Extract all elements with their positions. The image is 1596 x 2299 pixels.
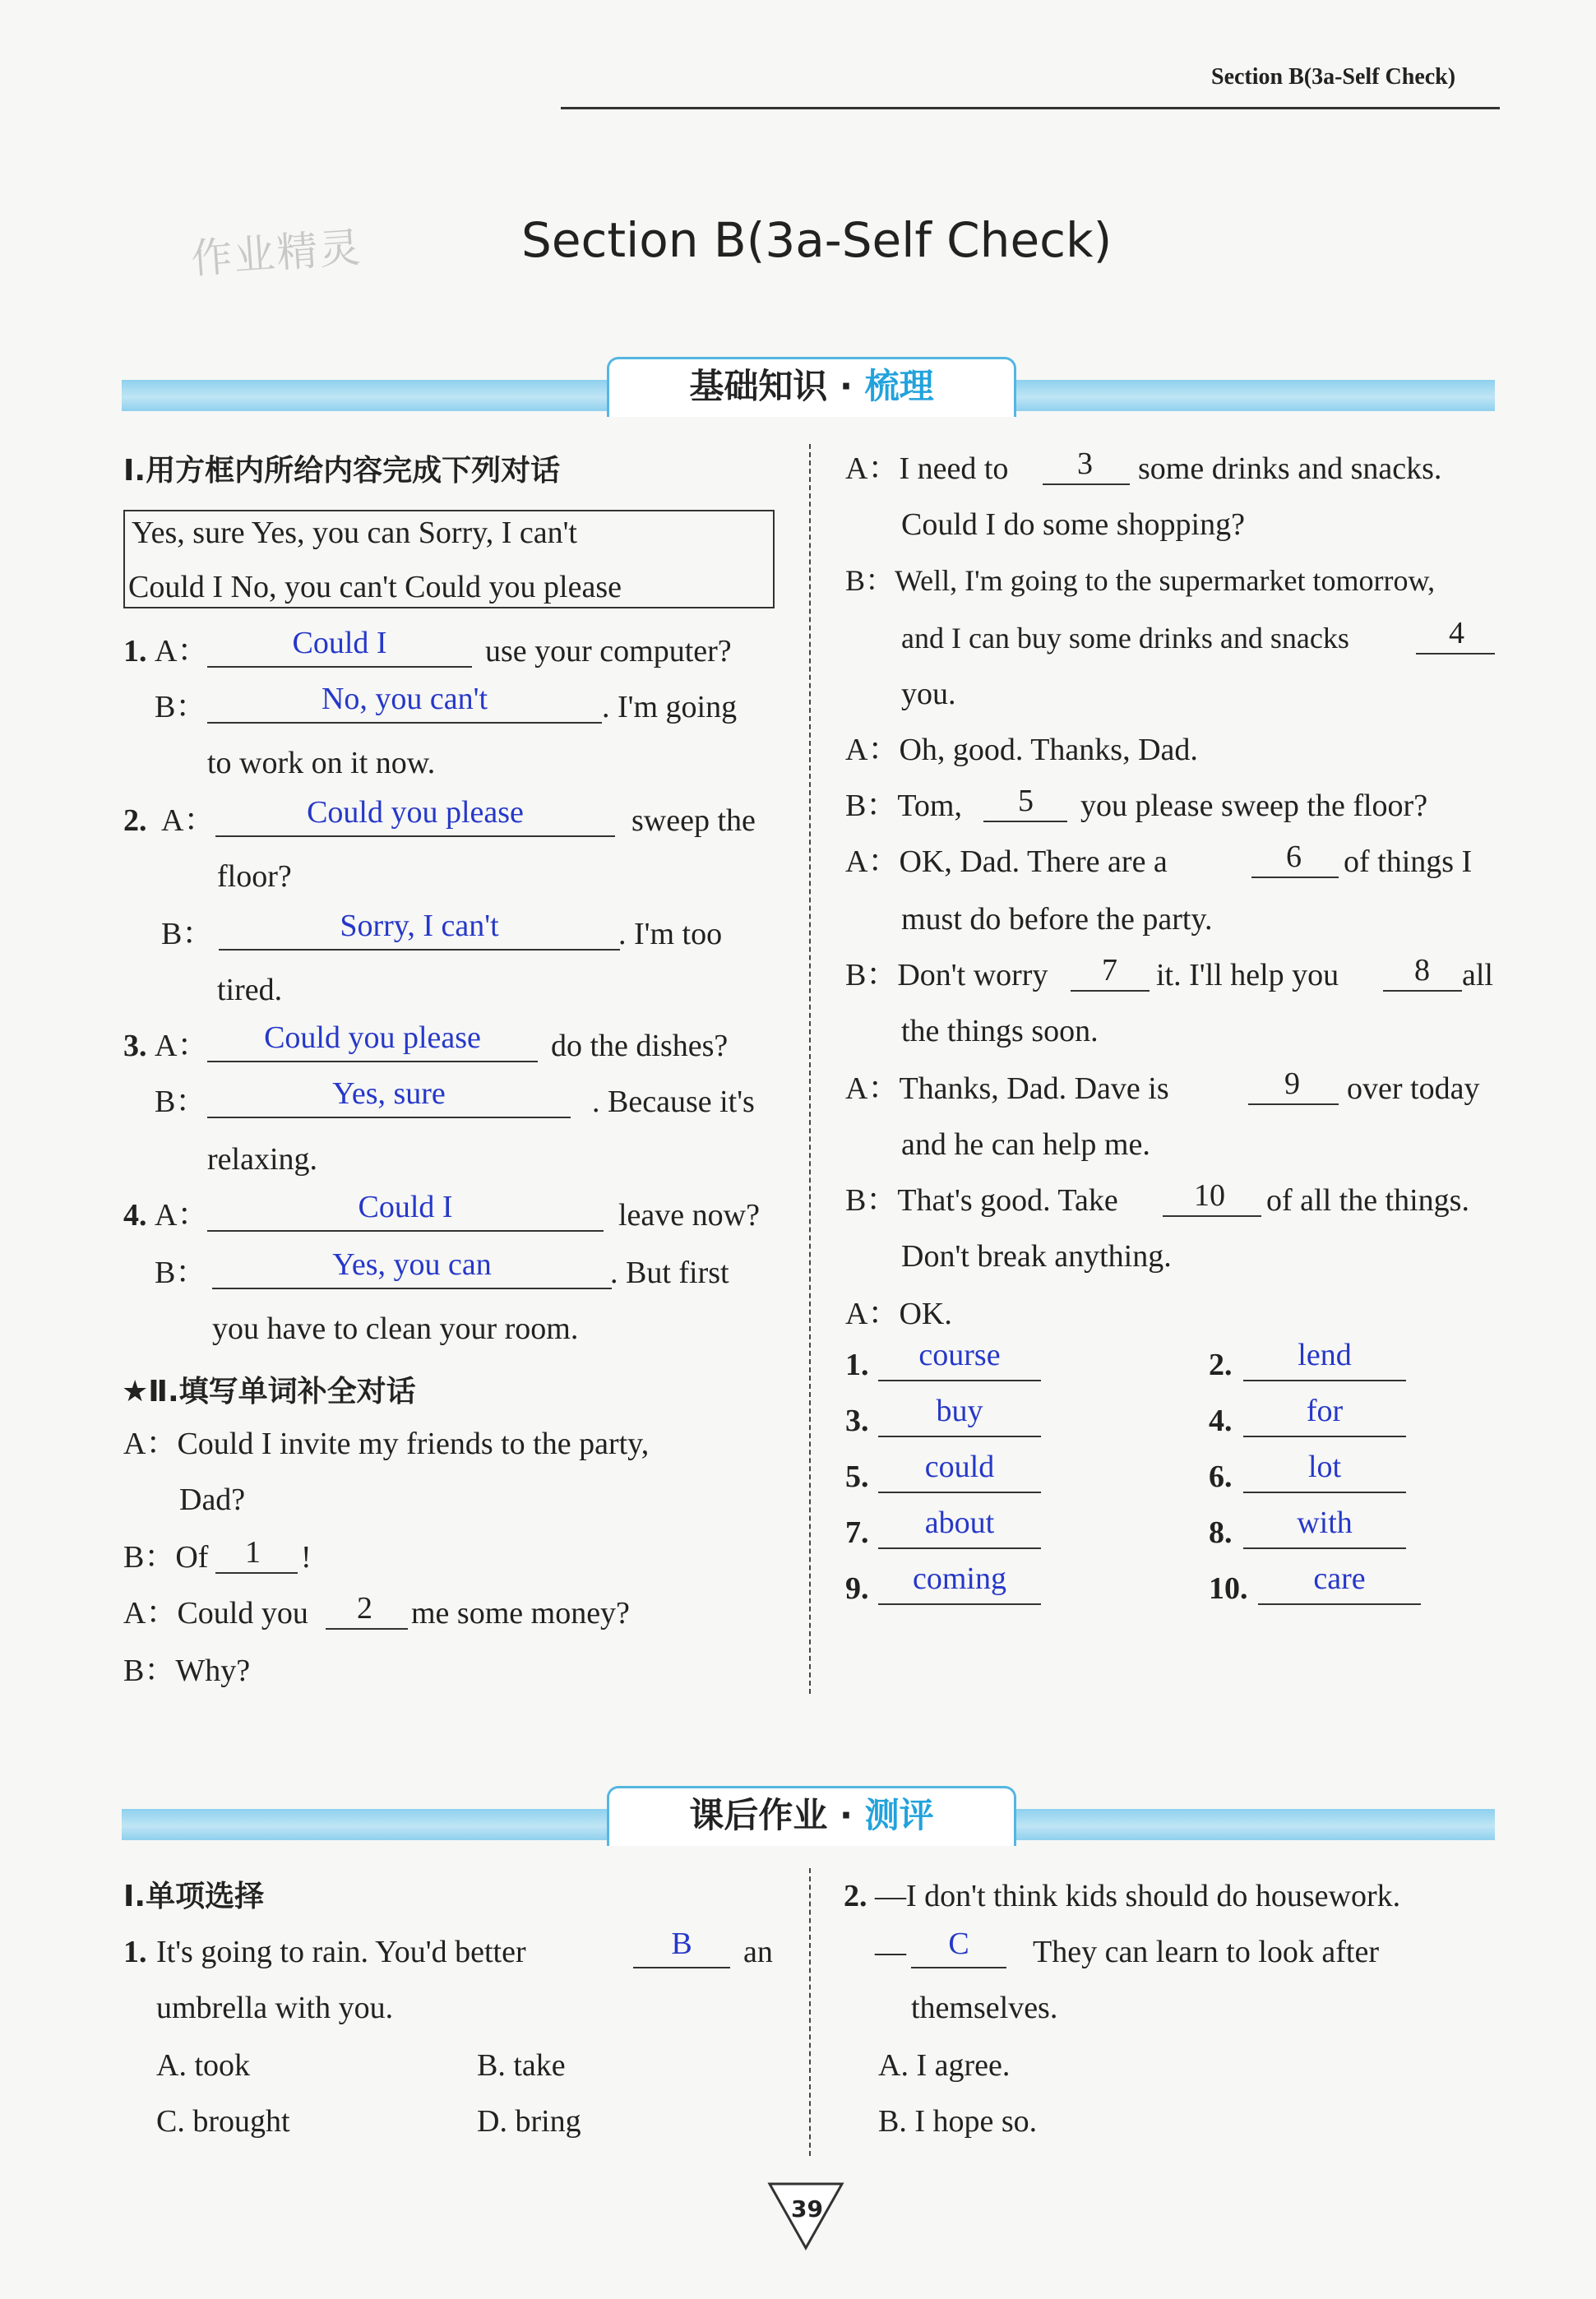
answer-blank <box>1243 1380 1406 1381</box>
answer-blank <box>1243 1492 1406 1493</box>
answer-number: 1. <box>845 1348 869 1382</box>
q4-a-label: A： <box>155 1198 209 1233</box>
q1-b-cont: to work on it now. <box>207 746 436 780</box>
q2-b-answer: Sorry, I can't <box>340 909 499 943</box>
dialog-r13: and he can help me. <box>901 1127 1150 1162</box>
word-box-row2: Could I No, you can't Could you please <box>128 570 622 604</box>
dialog-r2: Could I do some shopping? <box>901 507 1245 542</box>
section-tab-basics <box>607 357 1016 417</box>
q3-number: 3. <box>123 1029 147 1063</box>
q3-b-cont: relaxing. <box>207 1142 318 1177</box>
dialog-r15: Don't break anything. <box>901 1239 1172 1274</box>
q4-b-blank <box>212 1288 612 1289</box>
blank-10-number: 10 <box>1194 1178 1225 1213</box>
q1-a-after: use your computer? <box>485 634 732 668</box>
answer-text: care <box>1313 1561 1366 1596</box>
q4-a-blank <box>207 1230 604 1232</box>
dialog-r8-b: of things I <box>1344 844 1473 879</box>
answer-blank <box>1243 1436 1406 1437</box>
q1-b-label: B： <box>155 690 207 724</box>
dialog-line-3-b: me some money? <box>411 1596 630 1631</box>
q3-a-blank <box>207 1061 538 1062</box>
q1-number: 1. <box>123 634 147 668</box>
dialog-r1-a: A：I need to <box>845 451 1009 486</box>
blank-6-number: 6 <box>1286 840 1302 874</box>
answer-text: coming <box>913 1561 1006 1596</box>
answer-number: 8. <box>1209 1515 1233 1550</box>
q2-b-cont: tired. <box>217 973 283 1007</box>
q4-a-after: leave now? <box>618 1198 760 1233</box>
dialog-r1-b: some drinks and snacks. <box>1138 451 1442 486</box>
q2-b-label: B： <box>161 917 214 951</box>
answer-blank <box>878 1380 1041 1381</box>
q2-a-after: sweep the <box>631 803 756 838</box>
hw-q1-option-b: B. take <box>477 2048 566 2083</box>
hw-q1-answer: B <box>671 1927 692 1961</box>
q3-b-answer: Yes, sure <box>332 1076 446 1111</box>
dialog-r9: must do before the party. <box>901 902 1213 937</box>
answer-blank <box>878 1492 1041 1493</box>
answer-number: 2. <box>1209 1348 1233 1382</box>
dialog-line-3-a: A：Could you <box>123 1596 308 1631</box>
page-number: 39 <box>791 2195 823 2223</box>
dialog-r16: A：OK. <box>845 1297 952 1331</box>
q4-b-cont: you have to clean your room. <box>212 1311 579 1346</box>
dialog-line-1b: Dad? <box>179 1483 246 1517</box>
answer-number: 6. <box>1209 1459 1233 1494</box>
dialog-line-1: A：Could I invite my friends to the party, <box>123 1427 650 1461</box>
hw-q2-answer: C <box>948 1927 969 1961</box>
q3-a-answer: Could you please <box>264 1020 481 1055</box>
hw-q1-after: an <box>743 1935 773 1969</box>
dialog-line-4: B：Why? <box>123 1654 251 1688</box>
hw-q2-text: —I don't think kids should do housework. <box>875 1879 1401 1913</box>
answer-number: 3. <box>845 1404 869 1438</box>
page-title: Section B(3a-Self Check) <box>521 212 1113 268</box>
blank-3-number: 3 <box>1077 446 1093 481</box>
answer-blank <box>878 1436 1041 1437</box>
answer-blank <box>1243 1547 1406 1549</box>
answer-text: for <box>1306 1394 1344 1428</box>
tab-highlight: 梳理 <box>864 366 934 406</box>
q2-a-answer: Could you please <box>307 795 524 830</box>
hw-q1-number: 1. <box>123 1935 147 1969</box>
dialog-r5: you. <box>901 677 956 711</box>
hw-q1-cont: umbrella with you. <box>156 1991 394 2025</box>
dialog-r7-b: you please sweep the floor? <box>1080 789 1428 823</box>
answer-blank <box>878 1547 1041 1549</box>
tab-label: 课后作业 <box>689 1795 828 1835</box>
q2-a-cont: floor? <box>217 859 292 894</box>
blank-9-number: 9 <box>1284 1066 1300 1101</box>
hw-q1-option-a: A. took <box>156 2048 250 2083</box>
q1-b-answer: No, you can't <box>321 682 488 716</box>
hw-title: Ⅰ.单项选择 <box>123 1880 265 1913</box>
q4-b-label: B： <box>155 1256 207 1290</box>
hw-q2-dash: — <box>875 1935 906 1969</box>
answer-text: lend <box>1298 1338 1352 1372</box>
q1-a-blank <box>207 666 472 668</box>
blank-5-number: 5 <box>1018 784 1034 818</box>
dialog-line-2-a: B：Of <box>123 1540 209 1575</box>
hw-q2-option-b: B. I hope so. <box>878 2104 1038 2139</box>
dialog-r14-a: B：That's good. Take <box>845 1183 1118 1218</box>
hw-q1-blank <box>633 1967 730 1968</box>
hw-q1-option-d: D. bring <box>477 2104 581 2139</box>
dialog-r10-a: B：Don't worry <box>845 958 1048 992</box>
tab-dot: · <box>840 366 853 406</box>
answer-text: with <box>1297 1506 1353 1540</box>
answer-text: buy <box>936 1394 983 1428</box>
part1-title: Ⅰ.用方框内所给内容完成下列对话 <box>123 454 561 488</box>
q4-b-answer: Yes, you can <box>332 1247 492 1282</box>
word-box-row1: Yes, sure Yes, you can Sorry, I can't <box>132 516 577 550</box>
tab-highlight: 测评 <box>864 1795 934 1835</box>
q3-a-after: do the dishes? <box>551 1029 729 1063</box>
column-divider <box>809 444 811 1694</box>
q2-a-blank <box>215 835 615 837</box>
dialog-r6: A：Oh, good. Thanks, Dad. <box>845 733 1198 767</box>
q2-b-after: . I'm too <box>618 917 723 951</box>
dialog-r4: and I can buy some drinks and snacks <box>901 622 1349 655</box>
answer-text: course <box>918 1338 1001 1372</box>
q3-b-after: . Because it's <box>592 1085 755 1119</box>
part2-title: ★Ⅱ.填写单词补全对话 <box>122 1375 416 1409</box>
dialog-r7-a: B：Tom, <box>845 789 962 823</box>
q1-a-answer: Could I <box>292 626 387 660</box>
hw-q2-blank <box>911 1967 1006 1968</box>
dialog-r10-c: all <box>1462 958 1493 992</box>
q2-b-blank <box>219 949 620 951</box>
section-tab-homework <box>607 1786 1016 1846</box>
answer-text: lot <box>1307 1450 1342 1484</box>
q2-a-label: A： <box>161 803 215 838</box>
dialog-r8-a: A：OK, Dad. There are a <box>845 844 1168 879</box>
watermark-logo: 作业精灵 <box>189 223 364 284</box>
hw-q1-option-c: C. brought <box>156 2104 290 2139</box>
q1-b-blank <box>207 722 602 724</box>
answer-text: could <box>924 1450 995 1484</box>
q3-b-label: B： <box>155 1085 207 1119</box>
answer-number: 5. <box>845 1459 869 1494</box>
dialog-line-2-b: ! <box>301 1540 312 1575</box>
dialog-r12-a: A：Thanks, Dad. Dave is <box>845 1071 1169 1106</box>
tab-label: 基础知识 <box>689 366 828 406</box>
q4-b-after: . But first <box>610 1256 729 1290</box>
hw-q2-number: 2. <box>844 1879 867 1913</box>
dialog-r11: the things soon. <box>901 1014 1099 1048</box>
header-rule <box>561 107 1500 109</box>
hw-q1-text: It's going to rain. You'd better <box>156 1935 526 1969</box>
blank-7-number: 7 <box>1102 953 1117 988</box>
q1-b-after: . I'm going <box>602 690 738 724</box>
hw-q2-after: They can learn to look after <box>1033 1935 1379 1969</box>
hw-q2-cont: themselves. <box>911 1991 1058 2025</box>
blank-8-number: 8 <box>1414 953 1430 988</box>
dialog-r14-b: of all the things. <box>1266 1183 1469 1218</box>
answer-number: 7. <box>845 1515 869 1550</box>
answer-blank <box>878 1603 1041 1605</box>
q4-number: 4. <box>123 1198 147 1233</box>
blank-4-number: 4 <box>1449 616 1464 650</box>
blank-2-number: 2 <box>357 1591 372 1626</box>
q2-number: 2. <box>123 803 147 838</box>
answer-number: 4. <box>1209 1404 1233 1438</box>
dialog-r3: B：Well, I'm going to the supermarket tomorrow, <box>845 564 1436 597</box>
answer-text: about <box>924 1506 995 1540</box>
running-header: Section B(3a-Self Check) <box>1211 64 1456 90</box>
column-divider-bottom <box>809 1868 811 2156</box>
dialog-r10-b: it. I'll help you <box>1156 958 1339 992</box>
dialog-r12-b: over today <box>1347 1071 1480 1106</box>
q1-a-label: A： <box>155 634 209 668</box>
blank-1-number: 1 <box>245 1535 261 1570</box>
q3-b-blank <box>207 1117 571 1118</box>
q3-a-label: A： <box>155 1029 209 1063</box>
q4-a-answer: Could I <box>358 1190 453 1224</box>
tab-dot: · <box>840 1795 853 1835</box>
answer-number: 9. <box>845 1571 869 1606</box>
answer-blank <box>1258 1603 1421 1605</box>
hw-q2-option-a: A. I agree. <box>878 2048 1011 2083</box>
answer-number: 10. <box>1209 1571 1248 1606</box>
